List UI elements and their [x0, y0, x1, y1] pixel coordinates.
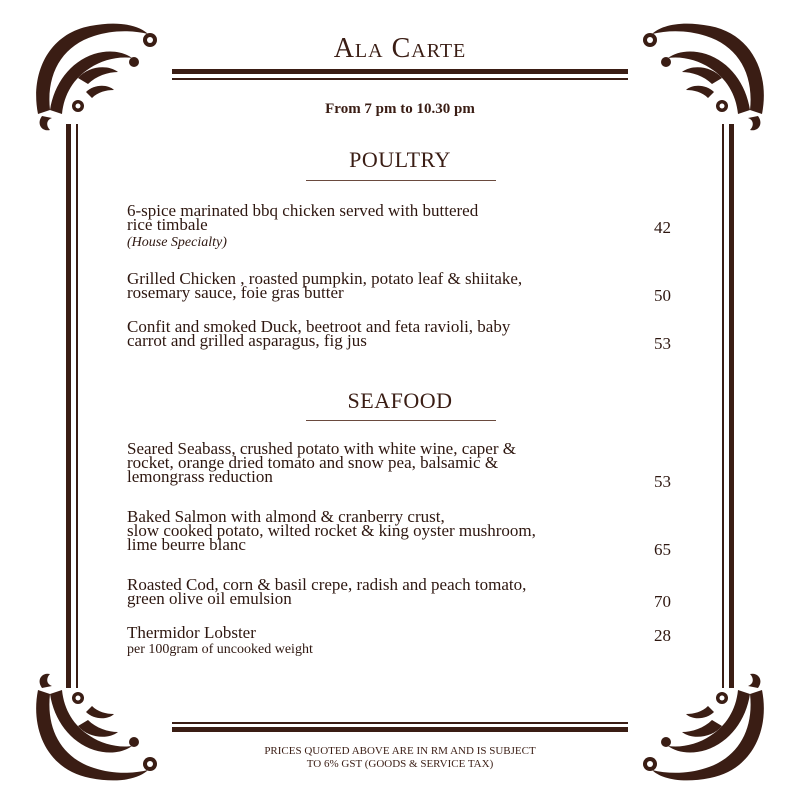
menu-item: [127, 507, 687, 559]
section-divider: [306, 180, 496, 181]
menu-item: [127, 317, 687, 353]
item-description: Baked Salmon with almond & cranberry crust, slow cooked potato, wilted rocket & king oyster mushroom, lime beurre blanc: [127, 507, 536, 554]
service-hours: From 7 pm to 10.30 pm: [325, 101, 475, 117]
item-price: 70: [654, 592, 671, 611]
item-price: 50: [654, 286, 671, 305]
item-description: Grilled Chicken , roasted pumpkin, potato leaf & shiitake, rosemary sauce, foie gras butter: [127, 269, 523, 302]
tax-disclaimer: [0, 745, 800, 771]
item-price: 42: [654, 218, 671, 237]
item-description: Roasted Cod, corn & basil crepe, radish and peach tomato, green olive oil emulsion: [127, 575, 527, 608]
section-title-seafood: SEAFOOD: [347, 388, 453, 413]
item-description: Confit and smoked Duck, beetroot and feta ravioli, baby carrot and grilled asparagus, fig jus: [127, 317, 511, 350]
section-divider: [306, 420, 496, 421]
item-price: 65: [654, 540, 671, 559]
ornament-bottom-left: [28, 670, 168, 790]
item-description: 6-spice marinated bbq chicken served with buttered rice timbale: [127, 201, 479, 234]
disclaimer-line-1: PRICES QUOTED ABOVE ARE IN RM AND IS SUBJECT: [264, 745, 536, 757]
section-title-poultry: POULTRY: [349, 147, 451, 172]
item-price: 53: [654, 472, 671, 491]
scroll-flourish-icon: [632, 670, 772, 790]
menu-item: [127, 623, 687, 658]
item-price: 53: [654, 334, 671, 353]
scroll-flourish-icon: [28, 670, 168, 790]
item-description: Seared Seabass, crushed potato with white wine, caper & rocket, orange dried tomato and snow pea, balsamic & lemongrass reduction: [127, 439, 516, 486]
ornament-bottom-right: [632, 670, 772, 790]
disclaimer-line-2: TO 6% GST (GOODS & SERVICE TAX): [306, 758, 494, 770]
menu-item: [127, 575, 687, 611]
item-price: 28: [654, 626, 671, 645]
menu-title: Ala Carte: [333, 33, 467, 64]
menu-item: [127, 201, 687, 251]
item-note: per 100gram of uncooked weight: [127, 642, 313, 657]
item-note: (House Specialty): [127, 235, 227, 250]
item-description: Thermidor Lobster: [127, 623, 256, 642]
menu-item: [127, 269, 687, 305]
menu-item: [127, 439, 687, 491]
